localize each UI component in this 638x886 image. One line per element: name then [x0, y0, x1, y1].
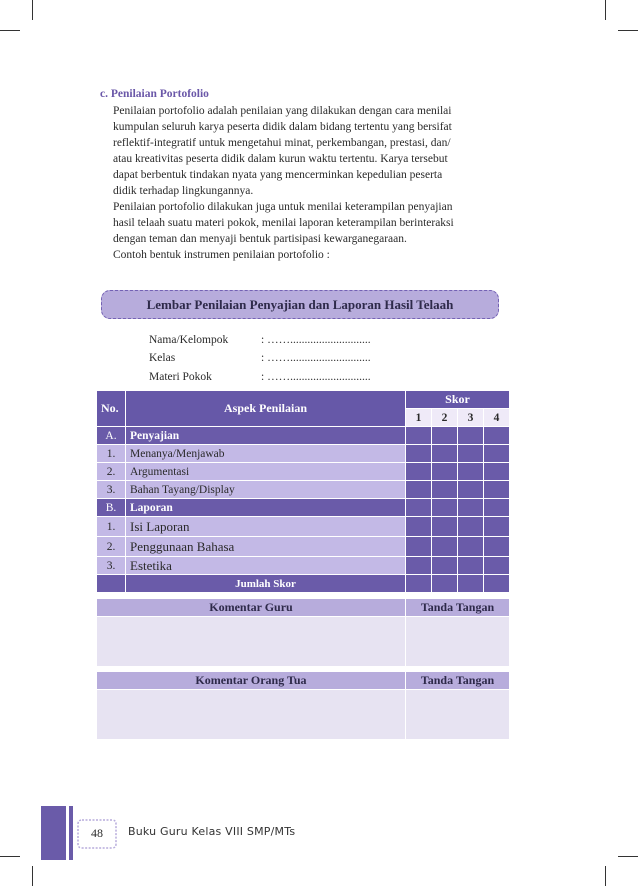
total-row — [97, 575, 510, 593]
table-row — [97, 445, 510, 463]
section-heading — [100, 88, 209, 100]
text-line: Contoh bentuk instrumen penilaian portofolio : — [113, 249, 330, 261]
score-cell[interactable] — [458, 517, 484, 537]
row-label: Bahan Tayang/Display — [126, 481, 406, 499]
crop-mark — [605, 866, 606, 886]
score-cell[interactable] — [484, 463, 510, 481]
paragraph-purpose — [113, 199, 511, 247]
score-cell[interactable] — [484, 481, 510, 499]
score-cell[interactable] — [484, 537, 510, 557]
comment-body-row — [97, 690, 510, 740]
text-line: reflektif-integratif untuk mengetahui minat, perkembangan, prestasi, dan/ — [113, 137, 451, 149]
ident-label: Nama/Kelompok — [149, 334, 229, 346]
row-label: Laporan — [126, 499, 406, 517]
row-label: Isi Laporan — [126, 517, 406, 537]
score-cell[interactable] — [406, 427, 432, 445]
row-label: Menanya/Menjawab — [126, 445, 406, 463]
score-cell[interactable] — [458, 463, 484, 481]
table-row — [97, 481, 510, 499]
text-line: dapat berbentuk tindakan nyata yang mencerminkan kepedulian peserta — [113, 169, 443, 181]
table-row-group — [97, 427, 510, 445]
score-cell[interactable] — [432, 557, 458, 575]
score-cell[interactable] — [432, 517, 458, 537]
crop-mark — [618, 856, 638, 857]
total-cell[interactable] — [458, 575, 484, 593]
score-cell[interactable] — [406, 481, 432, 499]
header-skor: Skor — [406, 391, 510, 409]
crop-mark — [618, 30, 638, 31]
score-cell[interactable] — [406, 557, 432, 575]
tanda-tangan-field[interactable] — [406, 617, 510, 667]
row-number: 1. — [97, 517, 126, 537]
paragraph-example — [113, 247, 511, 263]
row-number: B. — [97, 499, 126, 517]
text-line: kumpulan seluruh karya peserta didik dalam bidang tertentu yang bersifat — [113, 121, 452, 133]
score-cell[interactable] — [432, 427, 458, 445]
book-title: Buku Guru Kelas VIII SMP/MTs — [128, 825, 296, 838]
score-cell[interactable] — [458, 537, 484, 557]
score-cell[interactable] — [484, 445, 510, 463]
comment-header-row — [97, 672, 510, 690]
score-cell[interactable] — [432, 481, 458, 499]
score-cell[interactable] — [484, 499, 510, 517]
table-row — [97, 537, 510, 557]
assessment-table — [96, 390, 510, 740]
score-cell[interactable] — [458, 445, 484, 463]
table-row — [97, 463, 510, 481]
text-line: atau kreativitas peserta didik dalam kurun waktu tertentu. Karya tersebut — [113, 153, 448, 165]
ident-kelas — [149, 352, 371, 364]
tanda-tangan-field[interactable] — [406, 690, 510, 740]
row-label: Penggunaan Bahasa — [126, 537, 406, 557]
header-no: No. — [97, 391, 126, 427]
table-row — [97, 557, 510, 575]
score-col-2: 2 — [432, 409, 458, 427]
score-col-3: 3 — [458, 409, 484, 427]
form-banner: Lembar Penilaian Penyajian dan Laporan Hasil Telaah — [101, 290, 499, 319]
score-cell[interactable] — [406, 499, 432, 517]
total-spacer — [97, 575, 126, 593]
crop-mark — [32, 0, 33, 20]
crop-mark — [0, 30, 20, 31]
comment-body-row — [97, 617, 510, 667]
crop-mark — [605, 0, 606, 20]
page-number: 48 — [91, 826, 103, 840]
tanda-tangan-label: Tanda Tangan — [406, 672, 510, 690]
score-cell[interactable] — [406, 537, 432, 557]
text-line: didik terhadap lingkungannya. — [113, 185, 254, 197]
score-cell[interactable] — [432, 499, 458, 517]
ident-label: Materi Pokok — [149, 371, 212, 383]
comment-header-row — [97, 599, 510, 617]
total-cell[interactable] — [484, 575, 510, 593]
row-number: A. — [97, 427, 126, 445]
row-label: Estetika — [126, 557, 406, 575]
section-title: Penilaian Portofolio — [110, 88, 209, 100]
score-cell[interactable] — [458, 481, 484, 499]
komentar-guru-label: Komentar Guru — [97, 599, 406, 617]
text-line: hasil telaah suatu materi pokok, menilai laporan keterampilan berinteraksi — [113, 217, 454, 229]
score-cell[interactable] — [458, 499, 484, 517]
total-label: Jumlah Skor — [126, 575, 406, 593]
footer-bar-thin — [69, 806, 73, 860]
score-col-4: 4 — [484, 409, 510, 427]
score-cell[interactable] — [484, 427, 510, 445]
total-cell[interactable] — [406, 575, 432, 593]
text-line: dengan teman dan menyaji bentuk partisipasi kewarganegaraan. — [113, 233, 407, 245]
score-cell[interactable] — [432, 445, 458, 463]
score-cell[interactable] — [458, 557, 484, 575]
tanda-tangan-label: Tanda Tangan — [406, 599, 510, 617]
row-number: 2. — [97, 537, 126, 557]
score-cell[interactable] — [432, 537, 458, 557]
text-line: Penilaian portofolio dilakukan juga untuk menilai keterampilan penyajian — [113, 201, 453, 213]
paragraph-definition — [113, 103, 511, 199]
ident-value: : ……............................ — [261, 352, 371, 364]
score-col-1: 1 — [406, 409, 432, 427]
score-cell[interactable] — [406, 463, 432, 481]
score-cell[interactable] — [406, 445, 432, 463]
ident-value: : ……............................ — [261, 371, 371, 383]
komentar-guru-field[interactable] — [97, 617, 406, 667]
ident-materi — [149, 371, 371, 383]
footer-bar — [41, 806, 66, 860]
text-line: Penilaian portofolio adalah penilaian yang dilakukan dengan cara menilai — [113, 105, 452, 117]
crop-mark — [0, 856, 20, 857]
row-number: 1. — [97, 445, 126, 463]
score-cell[interactable] — [458, 427, 484, 445]
crop-mark — [32, 866, 33, 886]
row-number: 3. — [97, 557, 126, 575]
score-cell[interactable] — [406, 517, 432, 537]
section-letter: c. — [100, 88, 108, 100]
ident-value: : ……............................ — [261, 334, 371, 346]
header-aspek: Aspek Penilaian — [126, 391, 406, 427]
table-row — [97, 517, 510, 537]
komentar-ortu-label: Komentar Orang Tua — [97, 672, 406, 690]
score-cell[interactable] — [484, 517, 510, 537]
komentar-ortu-field[interactable] — [97, 690, 406, 740]
score-cell[interactable] — [484, 557, 510, 575]
ident-label: Kelas — [149, 352, 176, 364]
total-cell[interactable] — [432, 575, 458, 593]
row-number: 2. — [97, 463, 126, 481]
row-number: 3. — [97, 481, 126, 499]
ident-nama — [149, 334, 371, 346]
score-cell[interactable] — [432, 463, 458, 481]
row-label: Argumentasi — [126, 463, 406, 481]
table-row-group — [97, 499, 510, 517]
row-label: Penyajian — [126, 427, 406, 445]
